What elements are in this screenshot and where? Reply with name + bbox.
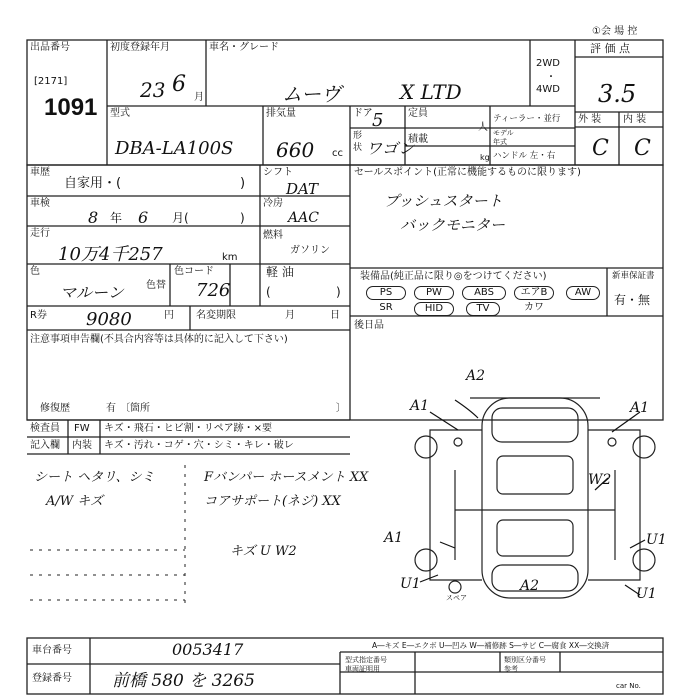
score-interior: C xyxy=(634,136,651,161)
inspector-interior-items: キズ・汚れ・コゲ・穴・シミ・キレ・破レ xyxy=(104,440,294,451)
fuel-open: ( xyxy=(266,285,271,299)
registration-month: 6 xyxy=(172,72,186,97)
equip-hid: HID xyxy=(414,302,454,316)
name-change-label: 名変期限 xyxy=(196,310,236,321)
chassis-value: 0053417 xyxy=(172,640,244,659)
lot-code: [2171] xyxy=(34,76,68,87)
registration-month-unit: 月 xyxy=(194,92,204,103)
repair-close: 〕 xyxy=(336,403,346,414)
history-close: ) xyxy=(240,176,246,191)
capacity-unit: 人 xyxy=(478,122,488,133)
recycle-label: R券 xyxy=(30,310,47,321)
name-change-month: 月 xyxy=(285,310,295,321)
recycle-value: 9080 xyxy=(86,309,132,330)
equip-sr: SR xyxy=(379,302,393,313)
post-delivery-label: 後日品 xyxy=(354,320,384,331)
equip-airbag: エアB xyxy=(514,286,554,300)
history-value: 自家用・( xyxy=(64,176,122,191)
fuel-diesel: 軽 油 xyxy=(266,265,294,279)
dealer-label: ティーラー・並行 xyxy=(493,114,561,124)
diagram-mark-u1-bottom: U1 xyxy=(636,586,657,602)
chassis-label: 車台番号 xyxy=(32,645,72,656)
score-exterior: C xyxy=(592,136,609,161)
equip-aw: AW xyxy=(566,286,600,300)
aircon-label: 冷房 xyxy=(263,198,283,209)
sales-point-2: バックモニター xyxy=(400,216,506,234)
diagram-mark-a1-right: A1 xyxy=(630,400,650,416)
load-label: 積載 xyxy=(408,134,428,145)
equip-abs: ABS xyxy=(462,286,506,300)
load-unit: kg xyxy=(480,153,490,162)
lot-label: 出品番号 xyxy=(30,42,70,53)
score-label: 評 価 点 xyxy=(590,42,630,55)
comment-3: Fバンパー ホースメント XX xyxy=(204,470,369,485)
color-value: マルーン xyxy=(60,283,124,302)
venue-label: ①会 場 控 xyxy=(592,26,638,37)
shape-value: ワゴン xyxy=(366,139,415,158)
equip-pw: PW xyxy=(414,286,454,300)
vehicle-name-label: 車名・グレード xyxy=(209,42,279,53)
inspection-year-unit: 年 xyxy=(110,211,123,225)
lot-number: 1091 xyxy=(44,94,98,121)
equip-tv: TV xyxy=(466,302,500,316)
diagram-mark-a1-lower: A1 xyxy=(384,530,404,546)
mileage-value: 10万4千257 xyxy=(58,244,163,265)
shift-label: シフト xyxy=(263,167,293,178)
repair-value: 有 xyxy=(106,403,116,414)
recycle-unit: 円 xyxy=(164,310,174,321)
shape-label: 形状 xyxy=(353,131,363,153)
drive-4wd: 4WD xyxy=(536,84,560,95)
equip-ps: PS xyxy=(366,286,406,300)
model-label: 型式 xyxy=(110,108,130,119)
vehicle-grade: X LTD xyxy=(400,80,462,104)
inspector-entry-label: 記入欄 xyxy=(30,440,60,451)
color-code-label: 色コード xyxy=(174,266,214,277)
score-exterior-label: 外 装 xyxy=(578,114,602,125)
repair-part: 〔箇所 xyxy=(120,403,150,414)
doors-value: 5 xyxy=(372,110,384,131)
drive-2wd: 2WD xyxy=(536,58,560,69)
spare-label: スペア xyxy=(446,594,467,602)
color-code: 726 xyxy=(196,280,231,301)
registration-year: 23 xyxy=(140,78,166,102)
inspection-month: 6 xyxy=(138,208,149,227)
car-no-label: car No. xyxy=(616,682,641,690)
car-diagram xyxy=(415,398,655,598)
fuel-gasoline: ガソリン xyxy=(290,245,330,256)
inspection-month-unit: 月( xyxy=(172,211,189,225)
color-label: 色 xyxy=(30,266,40,277)
diagram-mark-a2-top: A2 xyxy=(466,368,486,384)
model-year-label: モデル 年式 xyxy=(493,129,514,146)
inspection-year: 8 xyxy=(88,208,99,227)
mileage-label: 走行 xyxy=(30,228,50,239)
handle-label: ハンドル 左・右 xyxy=(493,151,556,161)
inspection-label: 車検 xyxy=(30,198,50,209)
repair-label: 修復歴 xyxy=(40,403,70,414)
equipment-label: 装備品(純正品に限り◎をつけてください) xyxy=(360,271,547,282)
shift-value: DAT xyxy=(286,180,319,198)
diagram-mark-u1-left: U1 xyxy=(400,576,421,592)
inspector-label: 検査員 xyxy=(30,423,60,434)
fuel-close: ) xyxy=(336,285,341,299)
history-label: 車歴 xyxy=(30,167,50,178)
color-change-label: 色替 xyxy=(146,280,166,291)
comment-5: キズ U W2 xyxy=(230,544,297,559)
aircon-value: AAC xyxy=(288,210,319,226)
sales-point-1: プッシュスタート xyxy=(384,192,503,210)
doors-label: ドア xyxy=(353,108,373,119)
drive-dot: ・ xyxy=(546,72,556,83)
model-value: DBA-LA100S xyxy=(115,138,234,159)
fuel-label: 燃料 xyxy=(263,230,283,241)
mileage-unit: km xyxy=(222,252,238,263)
displacement-label: 排気量 xyxy=(266,108,296,119)
comment-4: コアサポート(ネジ) XX xyxy=(204,494,341,509)
warranty-value: 有・無 xyxy=(614,293,651,307)
registration-label: 初度登録年月 xyxy=(110,42,170,53)
diagram-mark-w2: W2 xyxy=(588,472,612,488)
diagram-mark-u1-right: U1 xyxy=(646,532,667,548)
category-label: 類別区分番号 参考 xyxy=(504,656,546,673)
sales-points-label: セールスポイント(正常に機能するものに限ります) xyxy=(354,167,581,178)
equip-leather: カワ xyxy=(524,302,544,313)
comment-1: シート ヘタリ、シミ xyxy=(34,470,155,485)
score-value: 3.5 xyxy=(598,80,637,108)
warranty-label: 新車保証書 xyxy=(612,271,655,281)
inspector-interior-label: 内装 xyxy=(72,440,92,451)
notes-label: 注意事項申告欄(不具合内容等は具体的に記入して下さい) xyxy=(30,334,288,345)
damage-legend: A―キズ E―エクボ U―凹み W―補修跡 S―サビ C―腐食 XX―交換済 xyxy=(372,641,610,650)
capacity-label: 定員 xyxy=(408,108,428,119)
inspector-fw-items: キズ・飛石・ヒビ割・リペア跡・×要 xyxy=(104,423,272,434)
plate-label: 登録番号 xyxy=(32,673,72,684)
displacement-value: 660 xyxy=(276,138,315,162)
comment-2: A/W キズ xyxy=(46,494,104,509)
vehicle-name: ムーヴ xyxy=(282,82,341,106)
name-change-day: 日 xyxy=(330,310,340,321)
plate-value: 前橋 580 を 3265 xyxy=(112,671,255,691)
inspector-fw: FW xyxy=(74,423,90,434)
diagram-mark-a2-bottom: A2 xyxy=(520,578,540,594)
diagram-mark-a1-left: A1 xyxy=(410,398,430,414)
inspection-close: ) xyxy=(240,211,245,225)
type-approval-label: 型式指定番号 車両証明用 xyxy=(345,656,387,673)
score-interior-label: 内 装 xyxy=(623,114,647,125)
displacement-unit: cc xyxy=(332,148,343,159)
